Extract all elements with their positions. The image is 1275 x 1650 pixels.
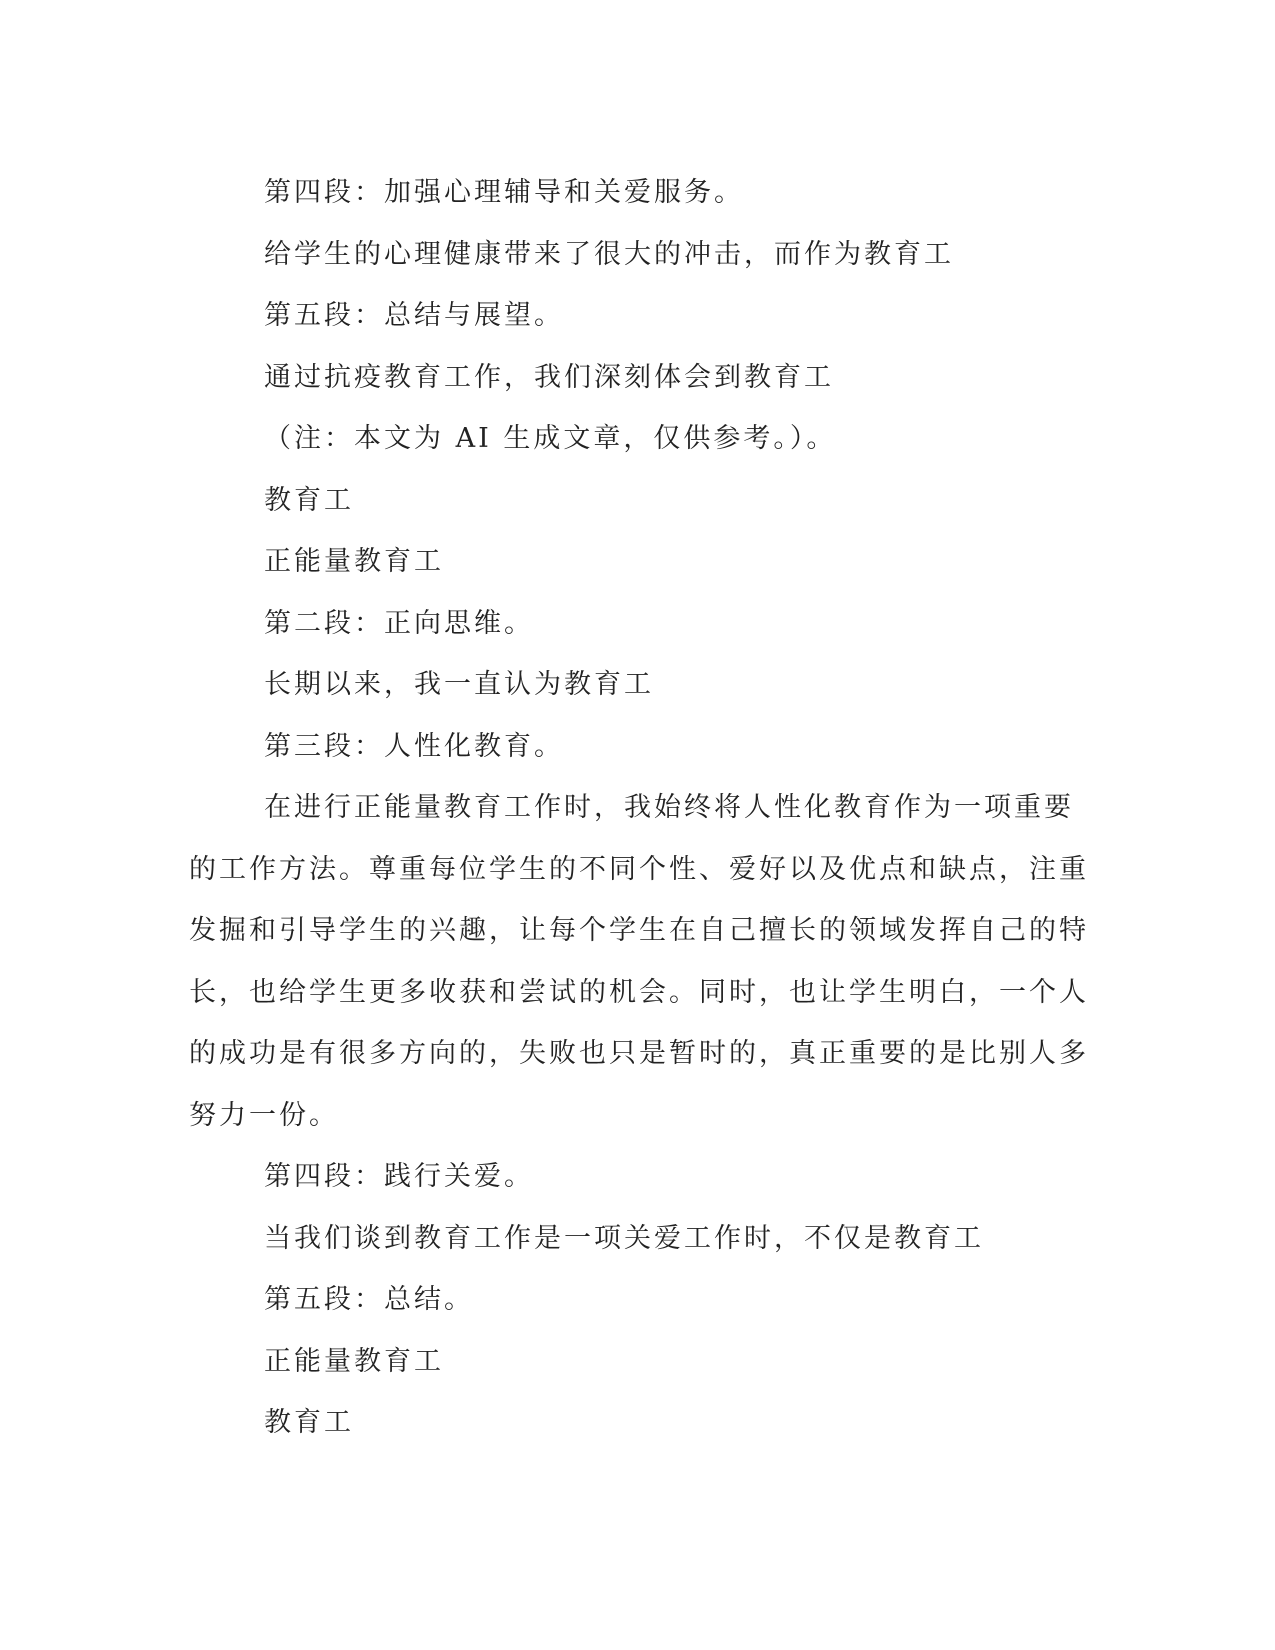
paragraph-care-work: 当我们谈到教育工作是一项关爱工作时，不仅是教育工 xyxy=(264,1222,984,1254)
paragraph-title-positive-energy: 正能量教育工 xyxy=(264,546,444,577)
paragraph-section3-heading: 第三段：人性化教育。 xyxy=(264,730,564,762)
paragraph-mental-health: 给学生的心理健康带来了很大的冲击，而作为教育工 xyxy=(264,238,954,270)
paragraph-ai-note: （注：本文为 AI 生成文章，仅供参考。）。 xyxy=(264,423,837,454)
paragraph-epidemic-education: 通过抗疫教育工作，我们深刻体会到教育工 xyxy=(264,361,834,393)
paragraph-section4-heading: 第四段：加强心理辅导和关爱服务。 xyxy=(264,177,744,208)
paragraph-education-work: 教育工 xyxy=(264,484,354,516)
paragraph-section4-care-heading: 第四段：践行关爱。 xyxy=(264,1161,534,1192)
paragraph-long-time-belief: 长期以来，我一直认为教育工 xyxy=(264,669,654,700)
paragraph-humanized-education: 在进行正能量教育工作时，我始终将人性化教育作为一项重要的工作方法。尊重每位学生的不同个性、爱好以及优点和缺点，注重发掘和引导学生的兴趣，让每个学生在自己擅长的领域发挥自己的特长，也给学生更多收获和尝试的机会。同时，也让学生明白，一个人的成功是有很多方向的，失败也只是暂时的，真正重要的是比别人多努力一份。 xyxy=(189,792,1089,1131)
paragraph-positive-energy-2: 正能量教育工 xyxy=(264,1345,444,1377)
paragraph-section5-heading: 第五段：总结与展望。 xyxy=(264,300,564,331)
document-body xyxy=(189,162,1089,1454)
paragraph-education-work-2: 教育工 xyxy=(264,1407,354,1438)
paragraph-section2-heading: 第二段：正向思维。 xyxy=(264,607,534,639)
paragraph-section5-summary-heading: 第五段：总结。 xyxy=(264,1284,474,1315)
